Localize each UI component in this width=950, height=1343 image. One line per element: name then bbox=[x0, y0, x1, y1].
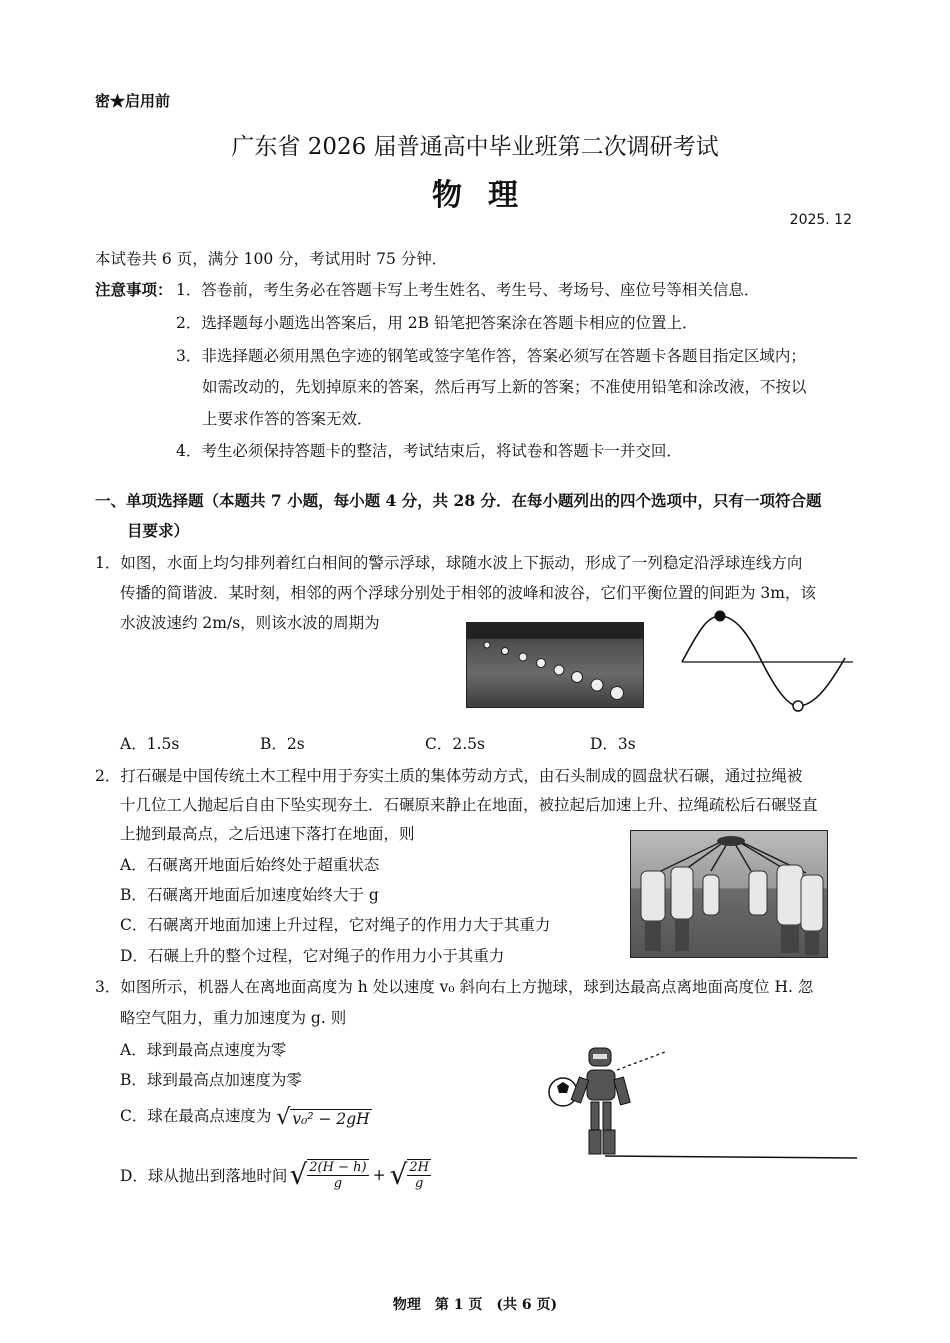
fraction-1 bbox=[307, 1159, 368, 1191]
robot-body bbox=[587, 1070, 615, 1100]
note-item: 上要求作答的答案无效． bbox=[202, 410, 373, 428]
q1-text: 传播的简谐波．某时刻，相邻的两个浮球分别处于相邻的波峰和波谷，它们平衡位置的间距为 3m，该 bbox=[120, 584, 816, 602]
q3-option-b: B．球到最高点加速度为零 bbox=[120, 1071, 302, 1089]
q3-option-d-label: D．球从抛出到落地时间 bbox=[120, 1166, 288, 1185]
section-heading-cont: 目要求） bbox=[127, 521, 190, 540]
buoy-photo bbox=[466, 622, 644, 708]
q2-text: 2．打石碾是中国传统土木工程中用于夯实土质的集体劳动方式，由石头制成的圆盘状石碾，通过拉绳被 bbox=[95, 767, 803, 785]
wave-trough-dot bbox=[793, 701, 803, 711]
q3-text: 略空气阻力，重力加速度为 g. 则 bbox=[120, 1009, 347, 1027]
robot-throw-diagram bbox=[545, 1038, 860, 1163]
exam-date: 2025. 12 bbox=[789, 212, 852, 228]
q3-option-c-label: C．球在最高点速度为 bbox=[120, 1107, 272, 1125]
page-footer: 物理 第 1 页 (共 6 页) bbox=[392, 1297, 558, 1313]
fraction-2 bbox=[407, 1159, 431, 1191]
q1-option-d: D．3s bbox=[590, 735, 636, 753]
q2-option-a: A．石碾离开地面后始终处于超重状态 bbox=[120, 856, 380, 874]
sqrt-expression: √ v₀² − 2gH bbox=[276, 1104, 370, 1130]
q1-option-a: A．1.5s bbox=[120, 735, 180, 753]
stone-tamping-photo bbox=[630, 830, 828, 958]
q2-text: 上抛到最高点，之后迅速下落打在地面，则 bbox=[120, 825, 415, 843]
plus-sign: + bbox=[372, 1165, 386, 1184]
q1-text: 水波波速约 2m/s，则该水波的周期为 bbox=[120, 614, 380, 632]
q3-text: 3．如图所示，机器人在离地面高度为 h 处以速度 v₀ 斜向右上方抛球，球到达最高点离地面高度位 H. 忽 bbox=[95, 978, 814, 996]
fraction-1-num: 2(H − h) bbox=[309, 1159, 367, 1175]
section-heading: 一、单项选择题（本题共 7 小题，每小题 4 分，共 28 分．在每小题列出的四个选项中，只有一项符合题 bbox=[95, 491, 822, 510]
fraction-1-den: g bbox=[333, 1175, 343, 1191]
note-item: 3．非选择题必须用黑色字迹的钢笔或签字笔作答，答案必须写在答题卡各题目指定区域内； bbox=[176, 347, 806, 365]
q2-option-c: C．石碾离开地面加速上升过程，它对绳子的作用力大于其重力 bbox=[120, 916, 551, 934]
q2-text: 十几位工人抛起后自由下坠实现夯土．石碾原来静止在地面，被拉起后加速上升、拉绳疏松后石碾竖直 bbox=[120, 796, 818, 814]
sqrt-radicand: v₀² − 2gH bbox=[292, 1109, 370, 1128]
notes-label: 注意事项： bbox=[95, 280, 173, 299]
exam-title: 广东省 2026 届普通高中毕业班第二次调研考试 bbox=[231, 134, 719, 160]
intro-text: 本试卷共 6 页，满分 100 分，考试用时 75 分钟． bbox=[95, 250, 448, 268]
wave-crest-dot bbox=[715, 611, 726, 622]
q1-option-b: B．2s bbox=[260, 735, 305, 753]
note-item: 如需改动的，先划掉原来的答案，然后再写上新的答案；不准使用铅笔和涂改液，不按以 bbox=[202, 378, 807, 396]
secret-label: 密★启用前 bbox=[95, 92, 171, 110]
q2-option-b: B．石碾离开地面后加速度始终大于 g bbox=[120, 886, 379, 904]
wave-diagram bbox=[680, 608, 855, 718]
q1-option-c: C．2.5s bbox=[425, 735, 485, 753]
q2-option-d: D．石碾上升的整个过程，它对绳子的作用力小于其重力 bbox=[120, 947, 505, 965]
note-item: 2．选择题每小题选出答案后，用 2B 铅笔把答案涂在答题卡相应的位置上． bbox=[176, 314, 698, 332]
fraction-2-num: 2H bbox=[409, 1159, 430, 1175]
note-item: 4．考生必须保持答题卡的整洁，考试结束后，将试卷和答题卡一并交回． bbox=[176, 442, 682, 460]
note-item: 1．答卷前，考生务必在答题卡写上考生姓名、考生号、考场号、座位号等相关信息． bbox=[176, 281, 760, 299]
q3-option-c bbox=[120, 1104, 372, 1130]
subject-title: 物理 bbox=[432, 178, 544, 213]
q1-text: 1．如图，水面上均匀排列着红白相间的警示浮球，球随水波上下振动，形成了一列稳定沿浮球连线方向 bbox=[95, 554, 803, 572]
q3-option-d: D．球从抛出到落地时间 √ $\frac{2(H - h)}{g}$ + √ $\frac{2H}{g}$ bbox=[120, 1158, 430, 1191]
fraction-2-den: g bbox=[415, 1175, 424, 1191]
q3-option-a: A．球到最高点速度为零 bbox=[120, 1041, 287, 1059]
